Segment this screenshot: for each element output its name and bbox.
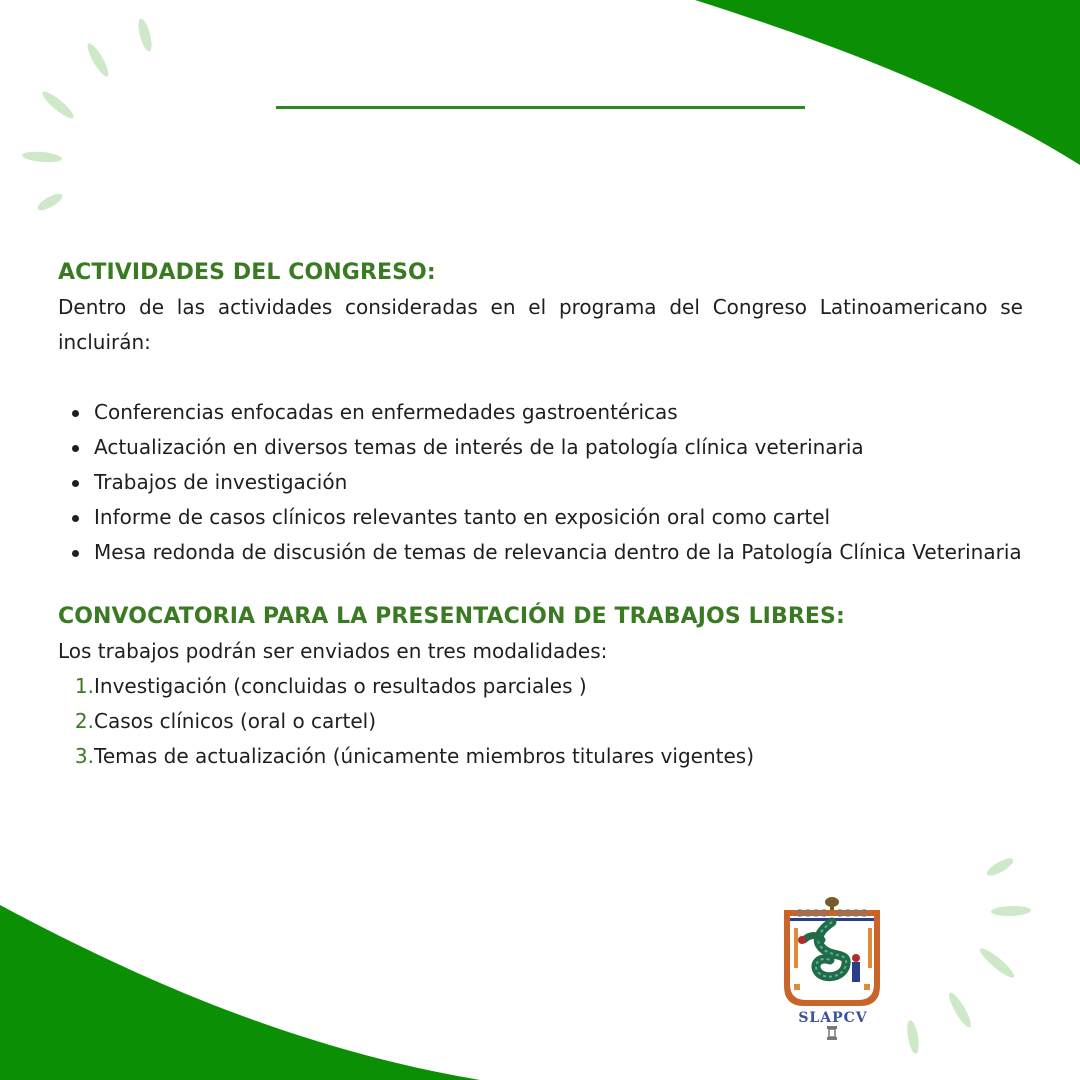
activities-heading: ACTIVIDADES DEL CONGRESO: xyxy=(58,260,436,285)
logo-label: SLAPCV xyxy=(798,1010,868,1026)
main-content xyxy=(58,256,1023,774)
call-for-papers-intro: Los trabajos podrán ser enviados en tres modalidades: xyxy=(58,639,608,663)
bullet-icon xyxy=(72,515,79,522)
bullet-icon xyxy=(72,480,79,487)
list-item: Conferencias enfocadas en enfermedades gastroentéricas xyxy=(58,395,1023,430)
list-number: 2. xyxy=(74,709,94,733)
list-number: 1. xyxy=(74,674,94,698)
list-item: Actualización en diversos temas de interés de la patología clínica veterinaria xyxy=(58,430,1023,465)
top-divider xyxy=(276,106,805,109)
call-for-papers-heading: CONVOCATORIA PARA LA PRESENTACIÓN DE TRABAJOS LIBRES: xyxy=(58,604,845,629)
list-item: 2. Casos clínicos (oral o cartel) xyxy=(58,704,1023,739)
bullet-icon xyxy=(72,410,79,417)
list-item: Trabajos de investigación xyxy=(58,465,1023,500)
list-item: Informe de casos clínicos relevantes tanto en exposición oral como cartel xyxy=(58,500,1023,535)
bullet-icon xyxy=(72,445,79,452)
list-number: 3. xyxy=(74,744,94,768)
modalities-list xyxy=(58,669,1023,774)
list-item: Mesa redonda de discusión de temas de relevancia dentro de la Patología Clínica Veterinaria xyxy=(58,535,1023,570)
top-left-dashes-icon xyxy=(22,17,155,213)
top-right-green-wave xyxy=(695,0,1080,165)
activities-list xyxy=(58,395,1023,570)
bottom-right-dashes-icon xyxy=(905,855,1031,1054)
list-item: 1. Investigación (concluidas o resultados parciales ) xyxy=(58,669,1023,704)
bullet-icon xyxy=(72,550,79,557)
call-for-papers-section xyxy=(58,600,1023,774)
bottom-left-green-wave xyxy=(0,905,480,1080)
activities-intro: Dentro de las actividades consideradas en el programa del Congreso Latinoamericano se incluirán: xyxy=(58,295,1023,354)
list-item: 3. Temas de actualización (únicamente miembros titulares vigentes) xyxy=(58,739,1023,774)
